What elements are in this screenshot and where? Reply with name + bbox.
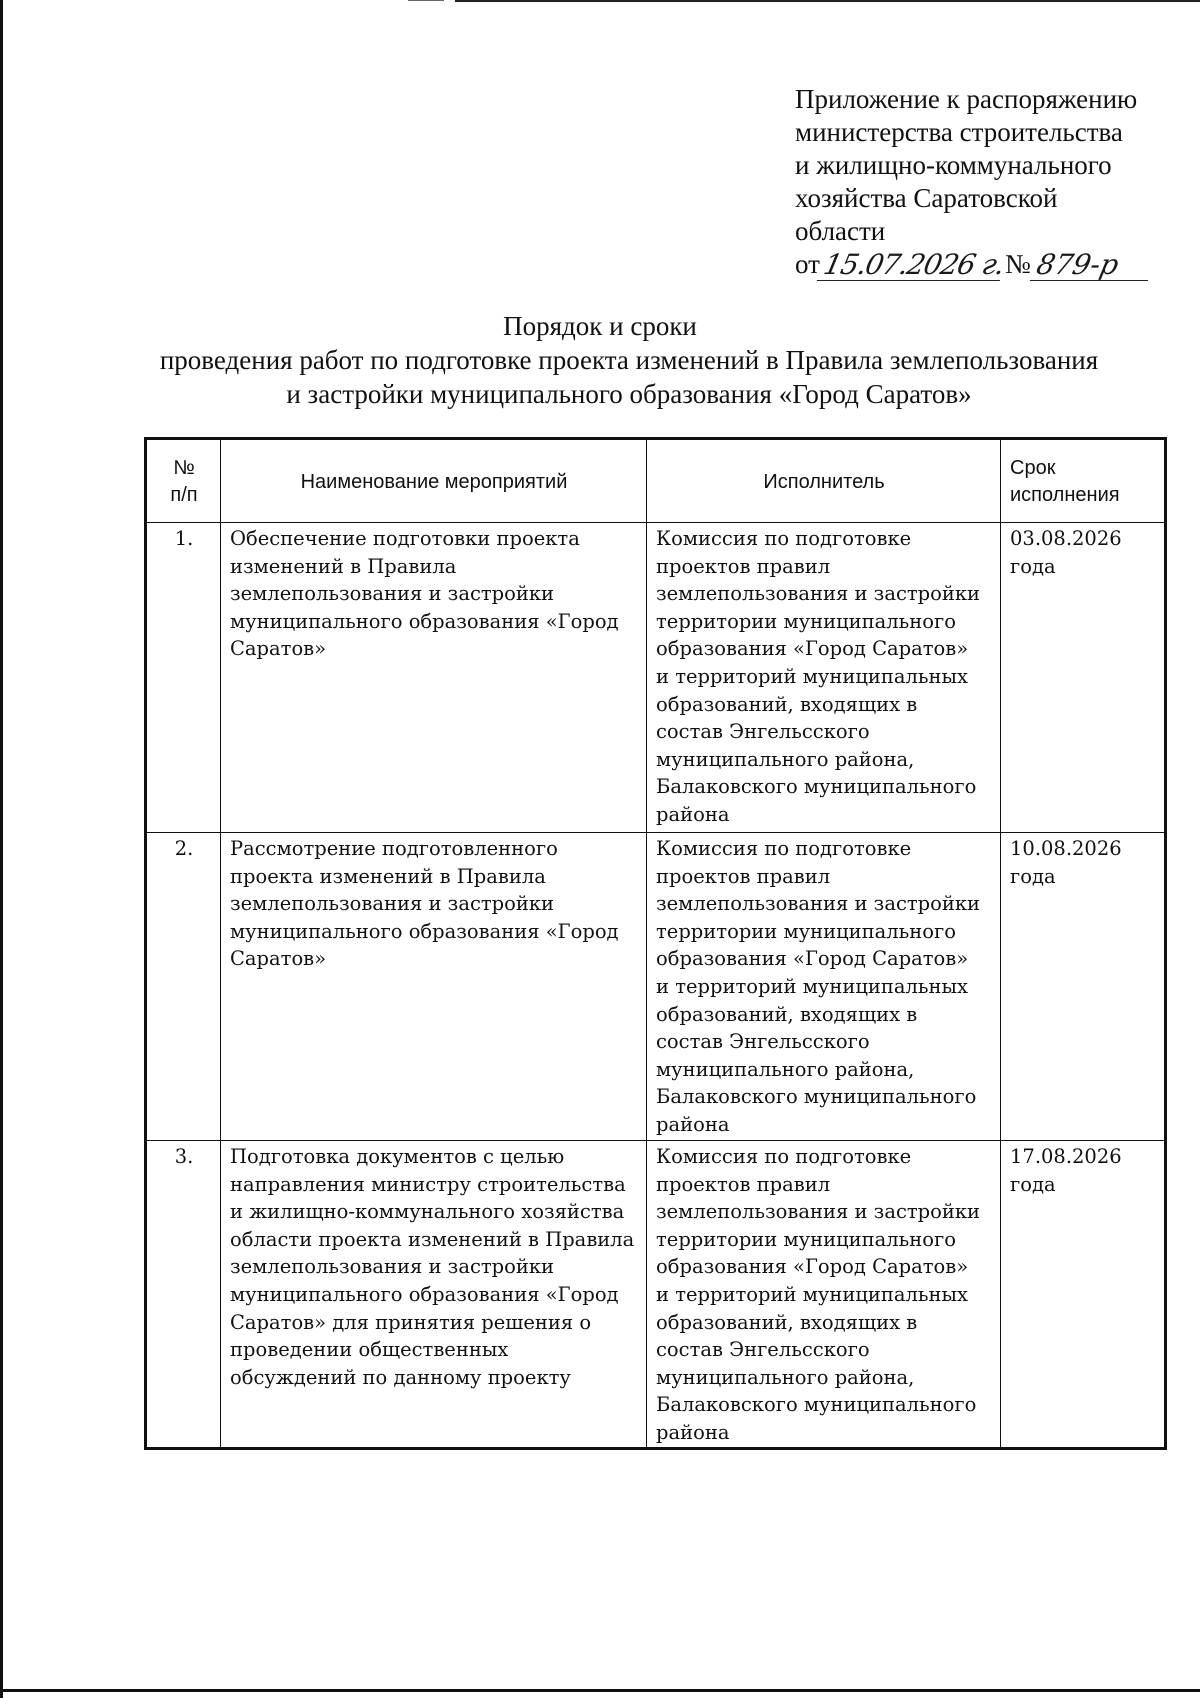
executor-line: состав Энгельсского	[656, 1030, 870, 1054]
scan-bottom-edge	[0, 1689, 1200, 1692]
header-term-line: Срок	[1010, 457, 1056, 479]
appendix-date-number	[795, 248, 1195, 281]
executor-line: образований, входящих в	[656, 692, 918, 716]
header-num	[146, 439, 221, 523]
date-prefix: от	[795, 249, 820, 279]
executor-line: Комиссия по подготовке	[656, 527, 912, 550]
activity-name-line: и жилищно-коммунального хозяйства	[230, 1200, 625, 1224]
activity-name-line: Обеспечение подготовки проекта	[230, 527, 580, 550]
header-name: Наименование мероприятий	[221, 439, 647, 523]
activity-name-line: землепользования и застройки	[230, 582, 555, 606]
activity-name	[221, 523, 647, 833]
document-title	[0, 309, 1200, 411]
deadline-line: 03.08.2026	[1010, 527, 1122, 550]
executor-line: землепользования и застройки	[656, 1200, 981, 1224]
executor-line: района	[656, 802, 730, 826]
deadline-line: 10.08.2026	[1010, 837, 1122, 860]
schedule-table	[144, 437, 1167, 1450]
executor-line: образований, входящих в	[656, 1310, 918, 1334]
deadline-line: 17.08.2026	[1010, 1145, 1122, 1168]
executor-line: землепользования и застройки	[656, 892, 981, 916]
executor-line: Комиссия по подготовке	[656, 837, 912, 860]
activity-name-line: землепользования и застройки	[230, 1255, 555, 1279]
executor-line: территории муниципального	[656, 609, 956, 633]
row-number-text: 2.	[174, 837, 194, 860]
activity-name-line: обсуждений по данному проекту	[230, 1365, 571, 1389]
executor-line: муниципального района,	[656, 1057, 915, 1081]
handwritten-date: 15.07.2026 г.	[817, 251, 1006, 281]
deadline	[1001, 523, 1166, 833]
activity-name-line: Саратов»	[230, 947, 327, 971]
title-line-3: и застройки муниципального образования «Город Саратов»	[286, 379, 972, 409]
row-number	[146, 833, 221, 1141]
deadline-line: года	[1010, 864, 1056, 888]
row-number-text: 1.	[174, 527, 194, 550]
deadline-line: года	[1010, 554, 1056, 578]
executor-line: образования «Город Саратов»	[656, 637, 969, 661]
activity-name-line: муниципального образования «Город	[230, 609, 619, 633]
activity-name-line: Саратов»	[230, 637, 327, 661]
appendix-line: министерства строительства	[795, 117, 1123, 147]
activity-name-line: Рассмотрение подготовленного	[230, 837, 558, 860]
activity-name-line: муниципального образования «Город	[230, 919, 619, 943]
activity-name-line: изменений в Правила	[230, 554, 457, 578]
header-term	[1001, 439, 1166, 523]
header-num-line: №	[173, 457, 195, 479]
executor-line: Комиссия по подготовке	[656, 1145, 912, 1168]
activity-name	[221, 1141, 647, 1449]
executor-line: Балаковского муниципального	[656, 1393, 977, 1417]
header-num-line: п/п	[170, 484, 198, 506]
number-prefix: №	[1004, 249, 1031, 279]
activity-name-line: Саратов» для принятия решения о	[230, 1310, 592, 1334]
executor-line: образования «Город Саратов»	[656, 1255, 969, 1279]
activity-name-line: муниципального образования «Город	[230, 1282, 619, 1306]
appendix-header	[795, 83, 1195, 281]
executor	[647, 523, 1001, 833]
appendix-line: хозяйства Саратовской	[795, 183, 1058, 213]
executor-line: муниципального района,	[656, 747, 915, 771]
executor-line: состав Энгельсского	[656, 1338, 870, 1362]
executor-line: территории муниципального	[656, 919, 956, 943]
title-line-2: проведения работ по подготовке проекта изменений в Правила землепользования	[159, 345, 1099, 375]
table-row	[146, 833, 1166, 1141]
deadline-line: года	[1010, 1172, 1056, 1196]
scan-artifact-line	[408, 0, 444, 1]
executor-line: территории муниципального	[656, 1227, 956, 1251]
appendix-line: области	[795, 216, 886, 246]
executor-line: Балаковского муниципального	[656, 775, 977, 799]
activity-name-line: проекта изменений в Правила	[230, 864, 546, 888]
deadline	[1001, 833, 1166, 1141]
row-number	[146, 1141, 221, 1449]
executor-line: и территорий муниципальных	[656, 1282, 968, 1306]
executor-line: проектов правил	[656, 554, 831, 578]
executor-line: района	[656, 1112, 730, 1136]
row-number-text: 3.	[174, 1145, 194, 1168]
row-number	[146, 523, 221, 833]
scan-left-edge	[0, 0, 3, 1698]
table-header-row	[146, 439, 1166, 523]
header-term-line: исполнения	[1010, 484, 1120, 506]
activity-name-line: проведении общественных	[230, 1338, 509, 1362]
executor-line: образования «Город Саратов»	[656, 947, 969, 971]
executor-line: проектов правил	[656, 1172, 831, 1196]
title-line-1: Порядок и сроки	[503, 311, 697, 341]
executor	[647, 1141, 1001, 1449]
executor-line: землепользования и застройки	[656, 582, 981, 606]
executor-line: района	[656, 1420, 730, 1444]
deadline	[1001, 1141, 1166, 1449]
executor-line: образований, входящих в	[656, 1002, 918, 1026]
table-row	[146, 523, 1166, 833]
handwritten-number: 879-р	[1030, 251, 1154, 281]
scan-top-edge	[455, 0, 1200, 2]
executor-line: и территорий муниципальных	[656, 664, 968, 688]
executor-line: проектов правил	[656, 864, 831, 888]
header-executor: Исполнитель	[647, 439, 1001, 523]
executor-line: муниципального района,	[656, 1365, 915, 1389]
executor-line: Балаковского муниципального	[656, 1085, 977, 1109]
executor-line: и территорий муниципальных	[656, 974, 968, 998]
executor	[647, 833, 1001, 1141]
activity-name-line: землепользования и застройки	[230, 892, 555, 916]
appendix-line: Приложение к распоряжению	[795, 84, 1138, 114]
executor-line: состав Энгельсского	[656, 720, 870, 744]
table-row	[146, 1141, 1166, 1449]
activity-name-line: области проекта изменений в Правила	[230, 1227, 635, 1251]
activity-name-line: Подготовка документов с целью	[230, 1145, 565, 1168]
activity-name-line: направления министру строительства	[230, 1172, 626, 1196]
activity-name	[221, 833, 647, 1141]
appendix-line: и жилищно-коммунального	[795, 150, 1112, 180]
